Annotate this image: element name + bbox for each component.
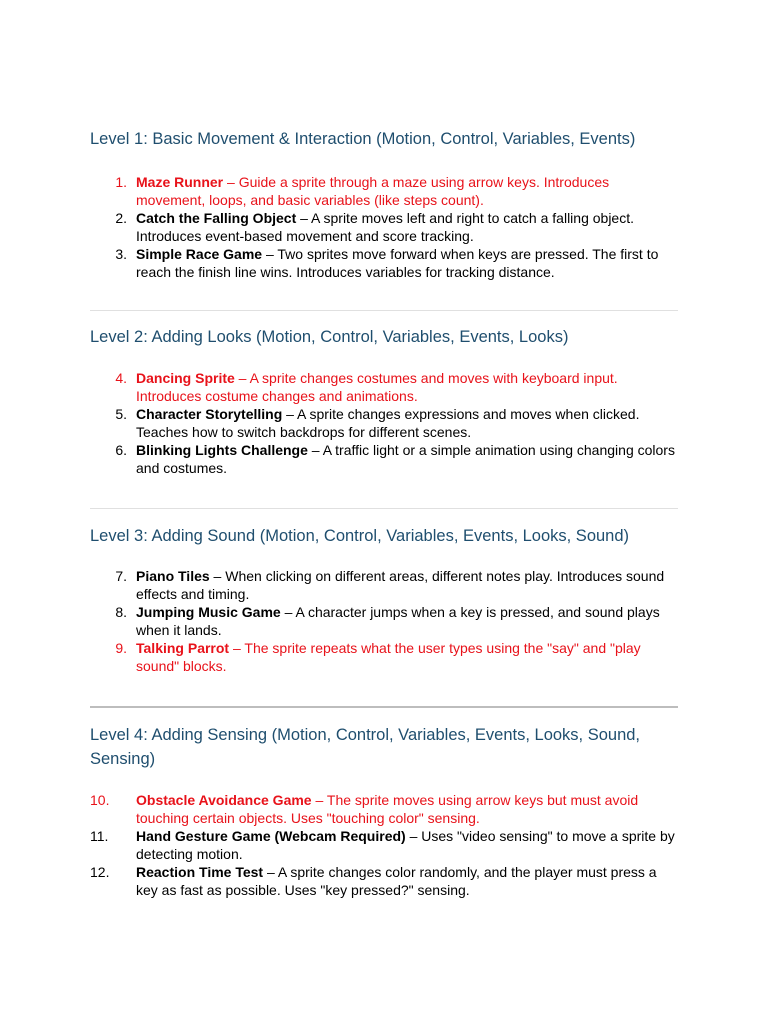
item-description: – Two sprites move forward when keys are pressed. The first to reach the finish line wins. Introduces variables for tracking distance. bbox=[136, 246, 659, 280]
item-title: Simple Race Game bbox=[136, 246, 263, 262]
item-description: – The sprite repeats what the user types using the "say" and "play sound" blocks. bbox=[136, 640, 641, 674]
list-item: 11. Hand Gesture Game (Webcam Required) – Uses "video sensing" to move a sprite by detecting motion. bbox=[90, 828, 675, 862]
section-divider bbox=[90, 508, 678, 509]
list-item: 1. Maze Runner – Guide a sprite through a maze using arrow keys. Introduces movement, loops, and basic variables (like steps count). bbox=[115, 174, 610, 208]
item-description: – A sprite changes color randomly, and the player must press a key as fast as possible. Uses "key pressed?" sensing. bbox=[136, 864, 657, 898]
level-4-list bbox=[90, 791, 680, 899]
level-3-section bbox=[90, 524, 680, 675]
level-4-heading: Level 4: Adding Sensing (Motion, Control, Variables, Events, Looks, Sound, Sensing) bbox=[90, 726, 641, 768]
item-title: Character Storytelling bbox=[136, 406, 283, 422]
item-description: – Uses "video sensing" to move a sprite by detecting motion. bbox=[136, 828, 675, 862]
item-title: Catch the Falling Object bbox=[136, 210, 297, 226]
level-2-list bbox=[90, 369, 680, 477]
item-title: Talking Parrot bbox=[136, 640, 230, 656]
list-item: 7. Piano Tiles – When clicking on different areas, different notes play. Introduces sound effects and timing. bbox=[115, 568, 665, 602]
item-description: – A sprite changes costumes and moves with keyboard input. Introduces costume changes and animations. bbox=[136, 370, 618, 404]
item-description: – The sprite moves using arrow keys but must avoid touching certain objects. Uses "touching color" sensing. bbox=[136, 792, 639, 826]
list-item: 12. Reaction Time Test – A sprite changes color randomly, and the player must press a key as fast as possible. Uses "key pressed?" sensing. bbox=[90, 864, 657, 898]
list-item: 2. Catch the Falling Object – A sprite moves left and right to catch a falling object. Introduces event-based movement and score tracking. bbox=[115, 210, 634, 244]
item-title: Dancing Sprite bbox=[136, 370, 235, 386]
level-1-list bbox=[90, 173, 680, 281]
list-item: 5. Character Storytelling – A sprite changes expressions and moves when clicked. Teaches how to switch backdrops for different scenes. bbox=[115, 406, 640, 440]
list-item: 4. Dancing Sprite – A sprite changes costumes and moves with keyboard input. Introduces costume changes and animations. bbox=[115, 370, 618, 404]
list-item: 6. Blinking Lights Challenge – A traffic light or a simple animation using changing colors and costumes. bbox=[115, 442, 675, 476]
item-description: – A sprite moves left and right to catch a falling object. Introduces event-based movement and score tracking. bbox=[136, 210, 634, 244]
item-title: Piano Tiles bbox=[136, 568, 210, 584]
level-4-section bbox=[90, 723, 680, 899]
item-title: Jumping Music Game bbox=[136, 604, 281, 620]
section-divider bbox=[90, 310, 678, 311]
list-item: 3. Simple Race Game – Two sprites move forward when keys are pressed. The first to reach the finish line wins. Introduces variables for tracking distance. bbox=[115, 246, 659, 280]
item-title: Reaction Time Test bbox=[136, 864, 264, 880]
level-1-heading: Level 1: Basic Movement & Interaction (Motion, Control, Variables, Events) bbox=[90, 130, 636, 148]
item-title: Obstacle Avoidance Game bbox=[136, 792, 312, 808]
item-title: Hand Gesture Game (Webcam Required) bbox=[136, 828, 406, 844]
item-description: – A character jumps when a key is pressed, and sound plays when it lands. bbox=[136, 604, 660, 638]
item-description: – A sprite changes expressions and moves when clicked. Teaches how to switch backdrops for different scenes. bbox=[136, 406, 640, 440]
level-3-list bbox=[90, 567, 680, 675]
list-item: 8. Jumping Music Game – A character jumps when a key is pressed, and sound plays when it lands. bbox=[115, 604, 660, 638]
item-description: – Guide a sprite through a maze using arrow keys. Introduces movement, loops, and basic variables (like steps count). bbox=[136, 174, 610, 208]
item-title: Maze Runner bbox=[136, 174, 224, 190]
section-divider bbox=[90, 706, 678, 708]
item-description: – A traffic light or a simple animation using changing colors and costumes. bbox=[136, 442, 675, 476]
level-2-heading: Level 2: Adding Looks (Motion, Control, Variables, Events, Looks) bbox=[90, 328, 569, 346]
list-item: 9. Talking Parrot – The sprite repeats what the user types using the "say" and "play sound" blocks. bbox=[115, 640, 641, 674]
item-title: Blinking Lights Challenge bbox=[136, 442, 308, 458]
item-description: – When clicking on different areas, different notes play. Introduces sound effects and timing. bbox=[136, 568, 665, 602]
level-3-heading: Level 3: Adding Sound (Motion, Control, Variables, Events, Looks, Sound) bbox=[90, 527, 630, 545]
level-1-section bbox=[90, 127, 680, 281]
level-2-section bbox=[90, 325, 680, 477]
list-item: 10. Obstacle Avoidance Game – The sprite moves using arrow keys but must avoid touching certain objects. Uses "touching color" sensing. bbox=[90, 792, 639, 826]
